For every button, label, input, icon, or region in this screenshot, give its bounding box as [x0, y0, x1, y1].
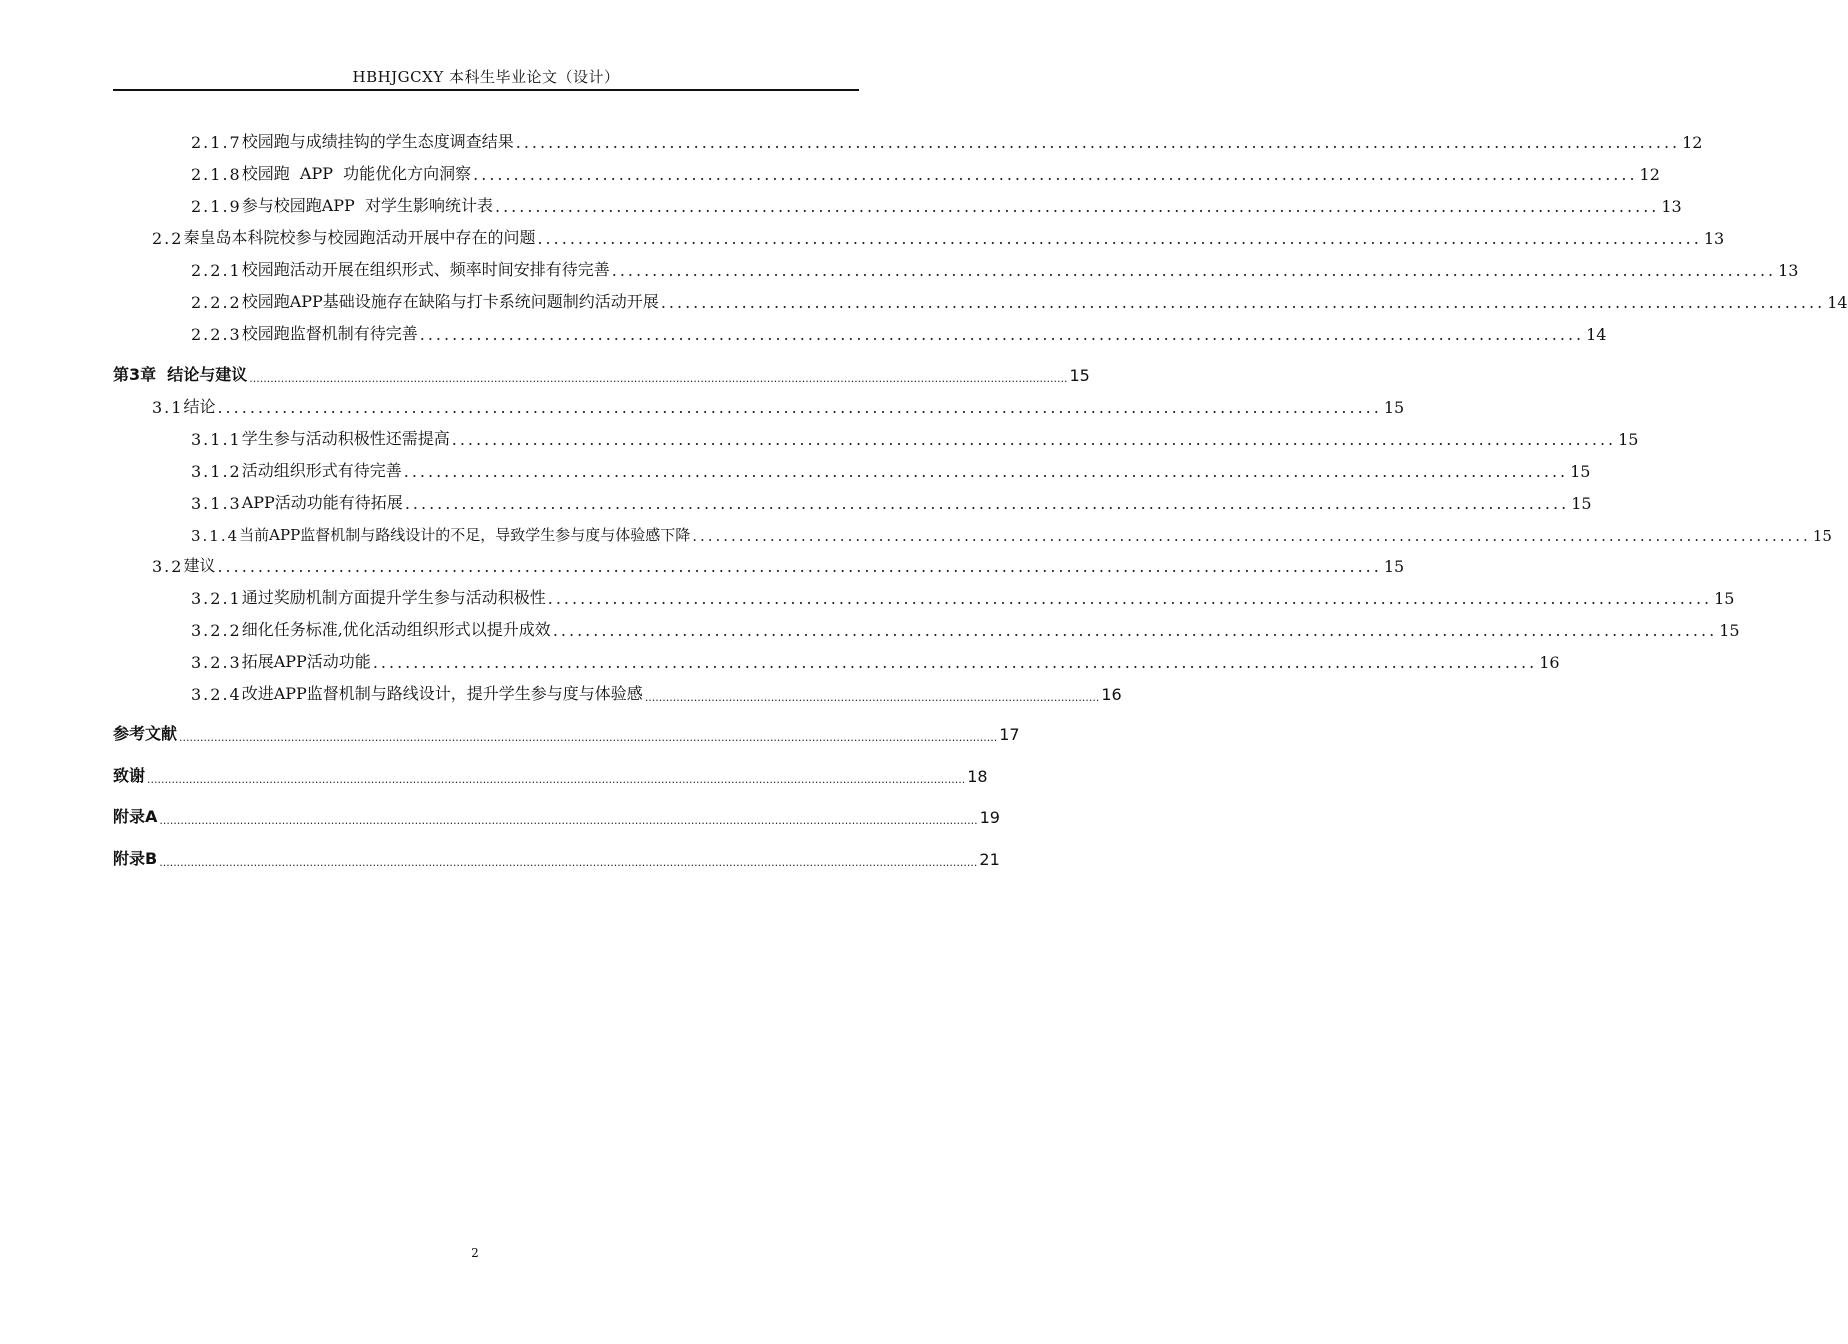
- toc-chapter-entry[interactable]: [113, 803, 1000, 827]
- toc-entry-number: 3.1.2: [191, 462, 242, 481]
- toc-entry[interactable]: [113, 552, 1405, 576]
- toc-leader-dots: ..........................................................................................................................................................................................................................................: [179, 731, 998, 744]
- toc-leader-dots: ................................................................................................................................................: [660, 293, 1826, 312]
- toc-entry-page: 15: [1618, 430, 1639, 449]
- toc-entry-title: 校园跑监督机制有待完善: [241, 324, 418, 343]
- toc-entry-page: 15: [1383, 557, 1405, 576]
- toc-entry-title: 校园跑活动开展在组织形式、频率时间安排有待完善: [241, 260, 610, 279]
- toc-entry-page: 15: [1719, 621, 1740, 640]
- toc-leader-dots: ..........................................................................................................................................................................................................................................: [147, 773, 966, 786]
- toc-entry-page: 14: [1827, 293, 1848, 312]
- toc-entry-page: 16: [1101, 685, 1122, 704]
- toc-entry-number: 2.2.3: [191, 325, 242, 344]
- toc-entry-number: 2.1.7: [191, 133, 242, 152]
- toc-entry-number: 2.1.9: [191, 197, 242, 216]
- toc-entry-title: 学生参与活动积极性还需提高: [241, 429, 450, 448]
- toc-entry-title: 结论: [183, 397, 216, 416]
- toc-leader-dots: ..........................................................................................................................................................................................................................................: [159, 856, 978, 869]
- toc-leader-dots: ................................................................................................................................................: [611, 261, 1777, 280]
- toc-entry-number: 3.1: [152, 398, 184, 417]
- toc-entry[interactable]: [113, 648, 1560, 672]
- toc-entry-number: 3.2.3: [191, 653, 242, 672]
- toc-entry-title: 致谢: [113, 766, 146, 785]
- toc-entry-page: 15: [1812, 527, 1832, 545]
- toc-entry-title: 秦皇岛本科院校参与校园跑活动开展中存在的问题: [183, 228, 536, 247]
- toc-entry[interactable]: [113, 616, 1740, 640]
- toc-entry[interactable]: [113, 224, 1725, 248]
- toc-entry-title: 拓展APP活动功能: [241, 652, 371, 671]
- toc-entry-page: 12: [1639, 165, 1660, 184]
- toc-leader-dots: ................................................................................................................................................: [494, 197, 1660, 216]
- toc-entry-number: 2.2.2: [191, 293, 242, 312]
- toc-entry[interactable]: [113, 457, 1591, 481]
- toc-entry[interactable]: [113, 256, 1799, 280]
- toc-leader-dots: ................................................................................................................................................: [692, 527, 1811, 545]
- toc-entry[interactable]: [113, 160, 1660, 184]
- toc-entry-title: 校园跑 APP 功能优化方向洞察: [241, 164, 472, 183]
- toc-entry-title: 细化任务标准,优化活动组织形式以提升成效: [241, 620, 551, 639]
- toc-entry-title: APP活动功能有待拓展: [241, 493, 403, 512]
- toc-entry[interactable]: [113, 584, 1735, 608]
- toc-entry-title: 附录B: [113, 849, 158, 868]
- toc-entry-title: 当前APP监督机制与路线设计的不足，导致学生参与度与体验感下降: [239, 526, 691, 544]
- toc-leader-dots: ..................................................................................................................................: [644, 691, 1100, 704]
- toc-entry-page: 13: [1778, 261, 1799, 280]
- toc-entry[interactable]: [113, 393, 1405, 417]
- toc-leader-dots: ................................................................................................................................................: [451, 430, 1617, 449]
- toc-leader-dots: ................................................................................................................................................: [473, 165, 1638, 184]
- toc-entry[interactable]: [113, 128, 1703, 152]
- toc-entry-page: 18: [967, 767, 988, 786]
- toc-leader-dots: ................................................................................................................................................: [547, 589, 1713, 608]
- toc-entry-number: 3.1.1: [191, 430, 242, 449]
- toc-entry-page: 15: [1570, 462, 1591, 481]
- toc-entry-title: 改进APP监督机制与路线设计，提升学生参与度与体验感: [241, 684, 643, 703]
- toc-entry-title: 通过奖励机制方面提升学生参与活动积极性: [241, 588, 546, 607]
- toc-entry-title: 校园跑与成绩挂钩的学生态度调查结果: [241, 132, 514, 151]
- toc-leader-dots: ................................................................................................................................................: [515, 133, 1681, 152]
- toc-entry-page: 12: [1682, 133, 1703, 152]
- toc-entry-number: 3.1.4: [191, 527, 240, 545]
- toc-entry-number: 3.2.2: [191, 621, 242, 640]
- toc-leader-dots: ................................................................................................................................................: [217, 398, 1382, 417]
- toc-leader-dots: ................................................................................................................................................: [403, 462, 1569, 481]
- toc-entry-page: 15: [1714, 589, 1735, 608]
- toc-leader-dots: ..........................................................................................................................................................................................................................................: [159, 814, 978, 827]
- toc-entry-page: 19: [979, 808, 1000, 827]
- toc-leader-dots: ................................................................................................................................................: [372, 653, 1538, 672]
- page-header: HBHJGCXY 本科生毕业论文（设计）: [352, 68, 620, 86]
- toc-chapter-entry[interactable]: [113, 361, 1090, 385]
- toc-leader-dots: ..........................................................................................................................................................................................................................................: [249, 372, 1068, 385]
- toc-entry-page: 13: [1661, 197, 1682, 216]
- toc-entry-number: 3.2.1: [191, 589, 242, 608]
- toc-entry-number: 3.2: [152, 557, 184, 576]
- toc-leader-dots: ................................................................................................................................................: [552, 621, 1718, 640]
- toc-entry-page: 21: [979, 850, 1000, 869]
- toc-entry-title: 建议: [183, 556, 216, 575]
- toc-entry-page: 15: [1571, 494, 1592, 513]
- toc-leader-dots: ................................................................................................................................................: [404, 494, 1570, 513]
- toc-entry-title: 参考文献: [113, 724, 178, 743]
- toc-entry-number: 2.1.8: [191, 165, 242, 184]
- toc-entry[interactable]: [113, 425, 1639, 449]
- toc-entry-page: 15: [1069, 366, 1090, 385]
- toc-chapter-entry[interactable]: [113, 720, 1020, 744]
- toc-entry-page: 14: [1586, 325, 1607, 344]
- toc-entry-number: 3.2.4: [191, 685, 242, 704]
- toc-leader-dots: ................................................................................................................................................: [217, 557, 1382, 576]
- toc-entry[interactable]: [113, 680, 1122, 704]
- toc-chapter-entry[interactable]: [113, 845, 1000, 869]
- toc-entry[interactable]: [113, 489, 1592, 513]
- toc-entry-title: 参与校园跑APP 对学生影响统计表: [241, 196, 493, 215]
- header-divider: [113, 89, 859, 91]
- toc-entry-page: 15: [1383, 398, 1405, 417]
- toc-entry-number: 2.2: [152, 229, 184, 248]
- toc-entry-page: 17: [999, 725, 1020, 744]
- toc-entry-title: 附录A: [113, 807, 158, 826]
- toc-entry-page: 13: [1703, 229, 1725, 248]
- toc-leader-dots: ................................................................................................................................................: [537, 229, 1702, 248]
- toc-entry[interactable]: [113, 288, 1848, 312]
- toc-entry-title: 第3章 结论与建议: [113, 365, 248, 384]
- toc-entry-page: 16: [1539, 653, 1560, 672]
- toc-entry-number: 2.2.1: [191, 261, 242, 280]
- toc-entry[interactable]: [113, 521, 1832, 545]
- page-number: 2: [471, 1246, 479, 1260]
- toc-entry-title: 校园跑APP基础设施存在缺陷与打卡系统问题制约活动开展: [241, 292, 659, 311]
- toc-leader-dots: ................................................................................................................................................: [419, 325, 1585, 344]
- toc-entry-title: 活动组织形式有待完善: [241, 461, 402, 480]
- toc-entry-number: 3.1.3: [191, 494, 242, 513]
- toc-entry[interactable]: [113, 320, 1607, 344]
- toc-chapter-entry[interactable]: [113, 762, 988, 786]
- toc-entry[interactable]: [113, 192, 1682, 216]
